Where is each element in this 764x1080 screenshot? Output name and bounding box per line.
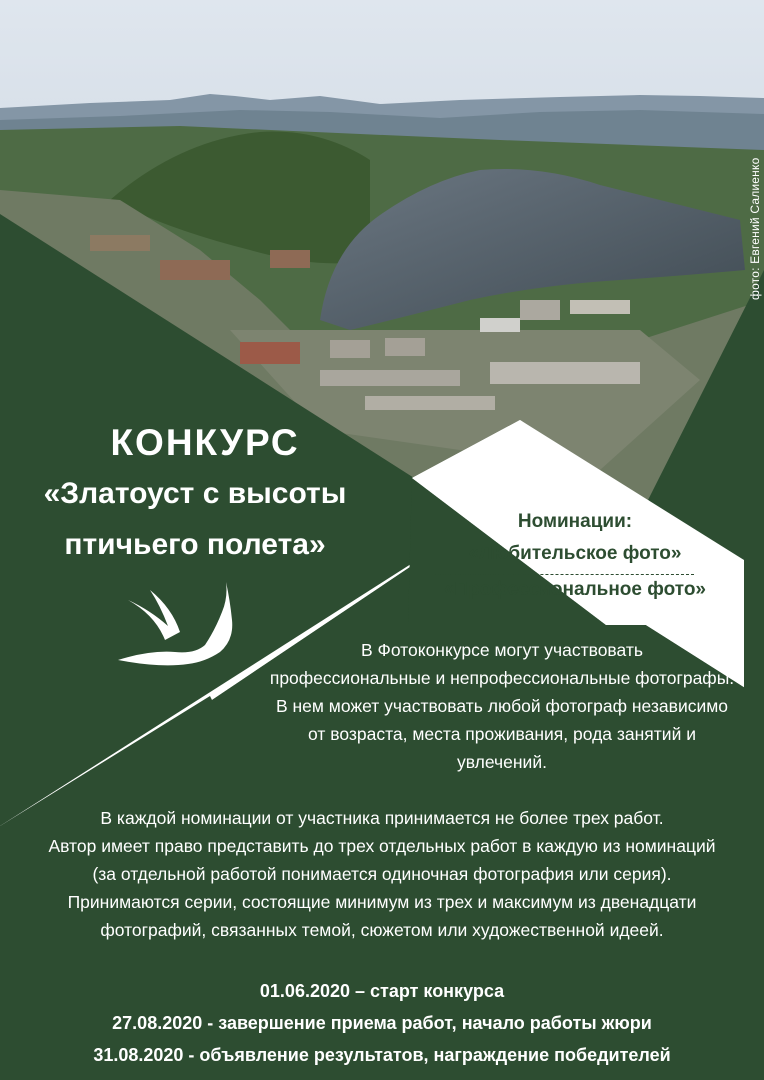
date-results: 31.08.2020 - объявление результатов, награждение победителей bbox=[93, 1045, 671, 1065]
paragraph-line: профессиональные и непрофессиональные фотографы. bbox=[269, 668, 735, 688]
rules-paragraph bbox=[0, 804, 764, 944]
paragraph-line: В нем может участвовать любой фотограф независимо bbox=[275, 696, 729, 716]
paragraph-line: (за отдельной работой понимается одиночная фотография или серия). bbox=[92, 864, 672, 884]
date-submission-end: 27.08.2020 - завершение приема работ, начало работы жюри bbox=[112, 1013, 652, 1033]
paragraph-line: от возраста, места проживания, рода занятий и bbox=[308, 724, 696, 744]
title-line-1: «Златоуст с высоты bbox=[43, 477, 347, 510]
paragraph-line: В каждой номинации от участника принимается не более трех работ. bbox=[100, 808, 664, 828]
eligibility-paragraph bbox=[252, 636, 752, 776]
paragraph-line: В Фотоконкурсе могут участвовать bbox=[360, 640, 644, 660]
contest-label: КОНКУРС bbox=[110, 422, 300, 463]
photo-credit: фото: Евгений Салиенко bbox=[748, 157, 762, 300]
nominations-heading: Номинации: bbox=[517, 511, 633, 532]
nominations-divider bbox=[430, 574, 694, 575]
dates-list bbox=[0, 975, 764, 1071]
paragraph-line: Принимаются серии, состоящие минимум из трех и максимум из двенадцати bbox=[67, 892, 697, 912]
paragraph-line: Автор имеет право представить до трех отдельных работ в каждую из номинаций bbox=[48, 836, 716, 856]
nomination-professional: «Профессиональное фото» bbox=[443, 579, 706, 600]
paragraph-line: фотографий, связанных темой, сюжетом или художественной идеей. bbox=[100, 920, 664, 940]
paragraph-line: увлечений. bbox=[457, 752, 547, 772]
date-start: 01.06.2020 – старт конкурса bbox=[259, 981, 505, 1001]
nomination-amateur: «Любительское фото» bbox=[468, 543, 682, 564]
title-line-2: птичьего полета» bbox=[64, 528, 326, 561]
